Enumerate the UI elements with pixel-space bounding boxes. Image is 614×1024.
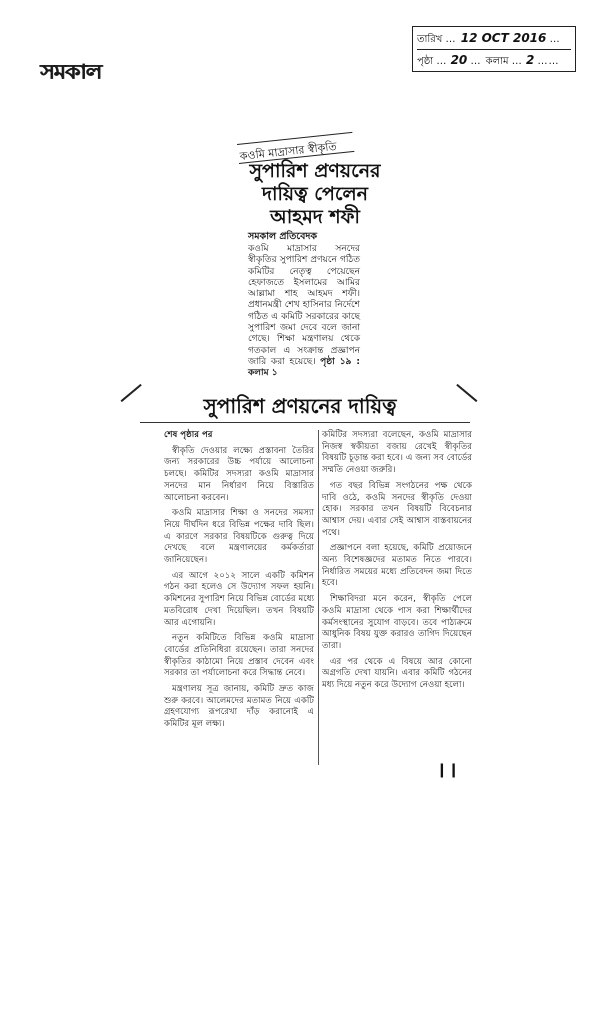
jump-headline: সুপারিশ প্রণয়নের দায়িত্ব xyxy=(203,394,397,418)
clipping-stamp xyxy=(412,26,576,72)
paragraph: মন্ত্রণালয় সূত্র জানায়, কমিটি দ্রুত কাজ শুরু করবে। আলেমদের মতামত নিয়ে একটি গ্রহণযোগ্য রূপরেখা দাঁড় করানোই এ কমিটির মূল লক্ষ্য। xyxy=(164,684,314,730)
paragraph: নতুন কমিটিতে বিভিন্ন কওমি মাদ্রাসা বোর্ডের প্রতিনিধিরা রয়েছেন। তারা সনদের স্বীকৃতির কাঠামো নিয়ে প্রস্তাব দেবেন এবং সরকার তা পর্যালোচনা করে সিদ্ধান্ত নেবে। xyxy=(164,633,314,679)
paragraph: কমিটির সদস্যরা বলেছেন, কওমি মাদ্রাসার নিজস্ব স্বকীয়তা বজায় রেখেই স্বীকৃতির বিষয়টি চূড়ান্ত করা হবে। এ জন্য সব বোর্ডের সম্মতি নেওয়া জরুরি। xyxy=(322,430,472,476)
paragraph: প্রজ্ঞাপনে বলা হয়েছে, কমিটি প্রয়োজনে অন্য বিশেষজ্ঞদের মতামত নিতে পারবে। নির্ধারিত সময়ের মধ্যে প্রতিবেদন জমা দিতে হবে। xyxy=(322,543,472,589)
stamp-date-row: তারিখ … 12 OCT 2016 … xyxy=(417,31,561,45)
paragraph: গত বছর বিভিন্ন সংগঠনের পক্ষ থেকে দাবি ওঠে, কওমি সনদের স্বীকৃতি দেওয়া হোক। সরকার তখন বিষয়টি বিবেচনার আশ্বাস দেয়। এবার সেই আশ্বাস বাস্তবায়নের পথে। xyxy=(322,480,472,538)
paragraph: এর পর থেকে এ বিষয়ে আর কোনো অগ্রগতি দেখা যায়নি। এবার কমিটি গঠনের মধ্য দিয়ে নতুন করে উদ্যোগ নেওয়া হলো। xyxy=(322,656,472,691)
headline-rule xyxy=(140,422,470,423)
stamp-page-row: পৃষ্ঠা … 20 … কলাম … 2 …… xyxy=(417,49,571,72)
continued-reference: পৃষ্ঠা ১৯ : কলাম ১ xyxy=(248,356,360,379)
stamp-date-value: 12 OCT 2016 xyxy=(460,31,547,45)
jump-column-2 xyxy=(322,430,472,696)
stamp-page-label: পৃষ্ঠা xyxy=(417,56,434,67)
jump-from-label: শেষ পৃষ্ঠার পর xyxy=(164,430,213,440)
paragraph: এর আগে ২০১২ সালে একটি কমিশন গঠন করা হলেও সে উদ্যোগ সফল হয়নি। কমিশনের সুপারিশ নিয়ে বিভিন্ন বোর্ডের মধ্যে মতবিরোধ দেখা দিয়েছিল। তখন বিষয়টি আর এগোয়নি। xyxy=(164,570,314,628)
paragraph: শিক্ষাবিদরা মনে করেন, স্বীকৃতি পেলে কওমি মাদ্রাসা থেকে পাস করা শিক্ষার্থীদের কর্মসংস্থানের সুযোগ বাড়বে। তবে পাঠ্যক্রমে আধুনিক বিষয় যুক্ত করারও তাগিদ দিয়েছেন তারা। xyxy=(322,594,472,651)
lede-text: কওমি মাদ্রাসার সনদের স্বীকৃতির সুপারিশ প্রণয়নে গঠিত কমিটির নেতৃত্ব পেয়েছেন হেফাজতে ইসলামের আমির আল্লামা শাহ আহমদ শফী। প্রধানমন্ত্রী শেখ হাসিনার নির্দেশে গঠিত এ কমিটি সরকারের কাছে সুপারিশ জমা দেবে বলে জানা গেছে। শিক্ষা মন্ত্রণালয় থেকে গতকাল এ সংক্রান্ত প্রজ্ঞাপন জারি করা হয়েছে। xyxy=(248,244,360,367)
stamp-column-label: কলাম xyxy=(485,56,509,67)
clip-mark-right xyxy=(457,384,478,402)
article-headline: সুপারিশ প্রণয়নের দায়িত্ব পেলেন আহমদ শফী xyxy=(249,160,381,228)
stamp-page-value: 20 xyxy=(450,53,468,67)
column-divider xyxy=(318,430,319,765)
newspaper-masthead: সমকাল xyxy=(40,61,101,84)
article-kicker: কওমি মাদ্রাসার স্বীকৃতি xyxy=(239,139,338,163)
article-lede xyxy=(248,244,360,380)
stamp-column-value: 2 xyxy=(525,53,535,67)
paragraph: কওমি মাদ্রাসার শিক্ষা ও সনদের সমস্যা নিয়ে দীর্ঘদিন ধরে বিভিন্ন পক্ষের দাবি ছিল। এ কারণে সরকার বিষয়টিকে গুরুত্ব দিয়ে দেখছে বলে মন্ত্রণালয়ের কর্মকর্তারা জানিয়েছেন। xyxy=(164,508,314,566)
jump-column-1 xyxy=(164,430,314,735)
clip-mark-left xyxy=(121,384,142,402)
paragraph: স্বীকৃতি দেওয়ার লক্ষ্যে প্রস্তাবনা তৈরির জন্য সরকারের উচ্চ পর্যায়ে আলোচনা চলছে। কমিটির সদস্যরা কওমি মাদ্রাসার সনদের মান নির্ধারণ নিয়ে বিস্তারিত আলোচনা করবেন। xyxy=(164,445,314,503)
end-mark: ❙❙ xyxy=(436,762,460,778)
article-byline: সমকাল প্রতিবেদক xyxy=(248,231,318,242)
stamp-date-label: তারিখ xyxy=(417,34,443,45)
